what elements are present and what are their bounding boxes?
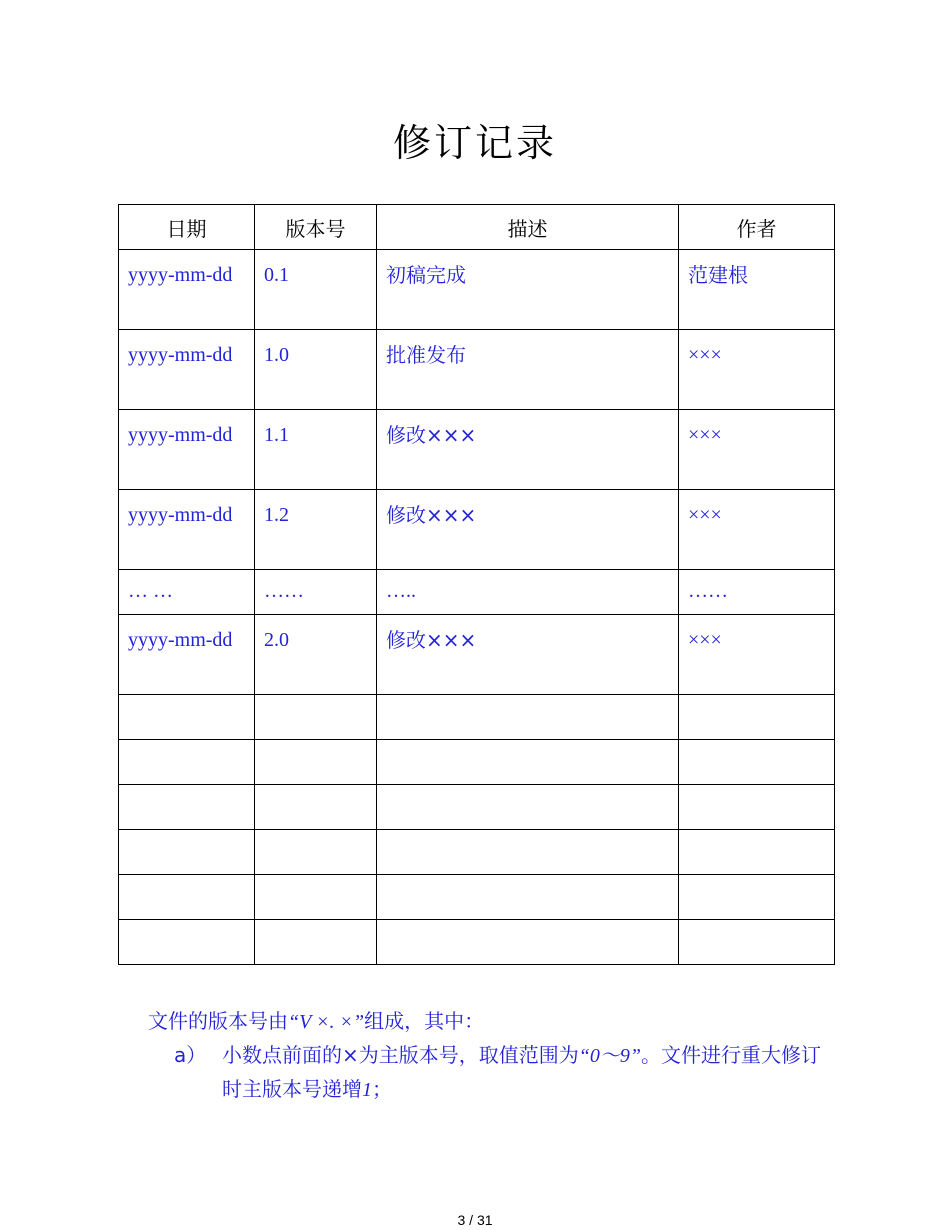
table-header-row — [119, 205, 835, 250]
table-row — [119, 615, 835, 695]
header-version: 版本号 — [255, 205, 377, 250]
cell-author: ××× — [688, 504, 722, 526]
cell-author: ××× — [688, 344, 722, 366]
empty-row — [119, 785, 835, 830]
empty-row — [119, 875, 835, 920]
cell-date: yyyy-mm-dd — [128, 344, 233, 366]
table-row — [119, 490, 835, 570]
note-item-a — [174, 1039, 838, 1107]
cell-date: yyyy-mm-dd — [128, 264, 233, 286]
cell-author: 范建根 — [688, 263, 748, 287]
table-row — [119, 330, 835, 410]
page-title: 修订记录 — [392, 121, 557, 165]
empty-row — [119, 695, 835, 740]
header-date: 日期 — [119, 205, 255, 250]
table-row — [119, 570, 835, 615]
note-text: 小数点前面的×为主版本号，取值范围为“0～9”。文件进行重大修订时主版本号递增1； — [222, 1043, 822, 1101]
cell-author: ××× — [688, 424, 722, 446]
cell-version: 1.2 — [264, 504, 289, 526]
cell-description: 初稿完成 — [386, 263, 466, 287]
cell-date: … … — [128, 580, 173, 602]
cell-version: 1.0 — [264, 344, 289, 366]
header-description: 描述 — [377, 205, 679, 250]
cell-author: …… — [688, 580, 728, 602]
cell-author: ××× — [688, 629, 722, 651]
cell-version: …… — [264, 580, 304, 602]
cell-description: 修改××× — [386, 503, 477, 527]
cell-version: 0.1 — [264, 264, 289, 286]
cell-description: 修改××× — [386, 423, 477, 447]
notes-intro: 文件的版本号由“V ×. ×”组成，其中： — [148, 1009, 485, 1033]
empty-row — [119, 740, 835, 785]
header-author: 作者 — [679, 205, 835, 250]
cell-description: 批准发布 — [386, 343, 466, 367]
page-number: 3 / 31 — [457, 1212, 493, 1228]
table-row — [119, 410, 835, 490]
empty-row — [119, 830, 835, 875]
table-row — [119, 250, 835, 330]
cell-description: ….. — [386, 580, 416, 602]
cell-description: 修改××× — [386, 628, 477, 652]
cell-date: yyyy-mm-dd — [128, 504, 233, 526]
cell-version: 1.1 — [264, 424, 289, 446]
empty-row — [119, 920, 835, 965]
cell-date: yyyy-mm-dd — [128, 424, 233, 446]
revision-table — [118, 204, 835, 965]
cell-version: 2.0 — [264, 629, 289, 651]
note-marker: a） — [174, 1043, 207, 1067]
version-notes — [148, 1005, 838, 1107]
version-format: “V ×. ×” — [288, 1011, 365, 1033]
cell-date: yyyy-mm-dd — [128, 629, 233, 651]
